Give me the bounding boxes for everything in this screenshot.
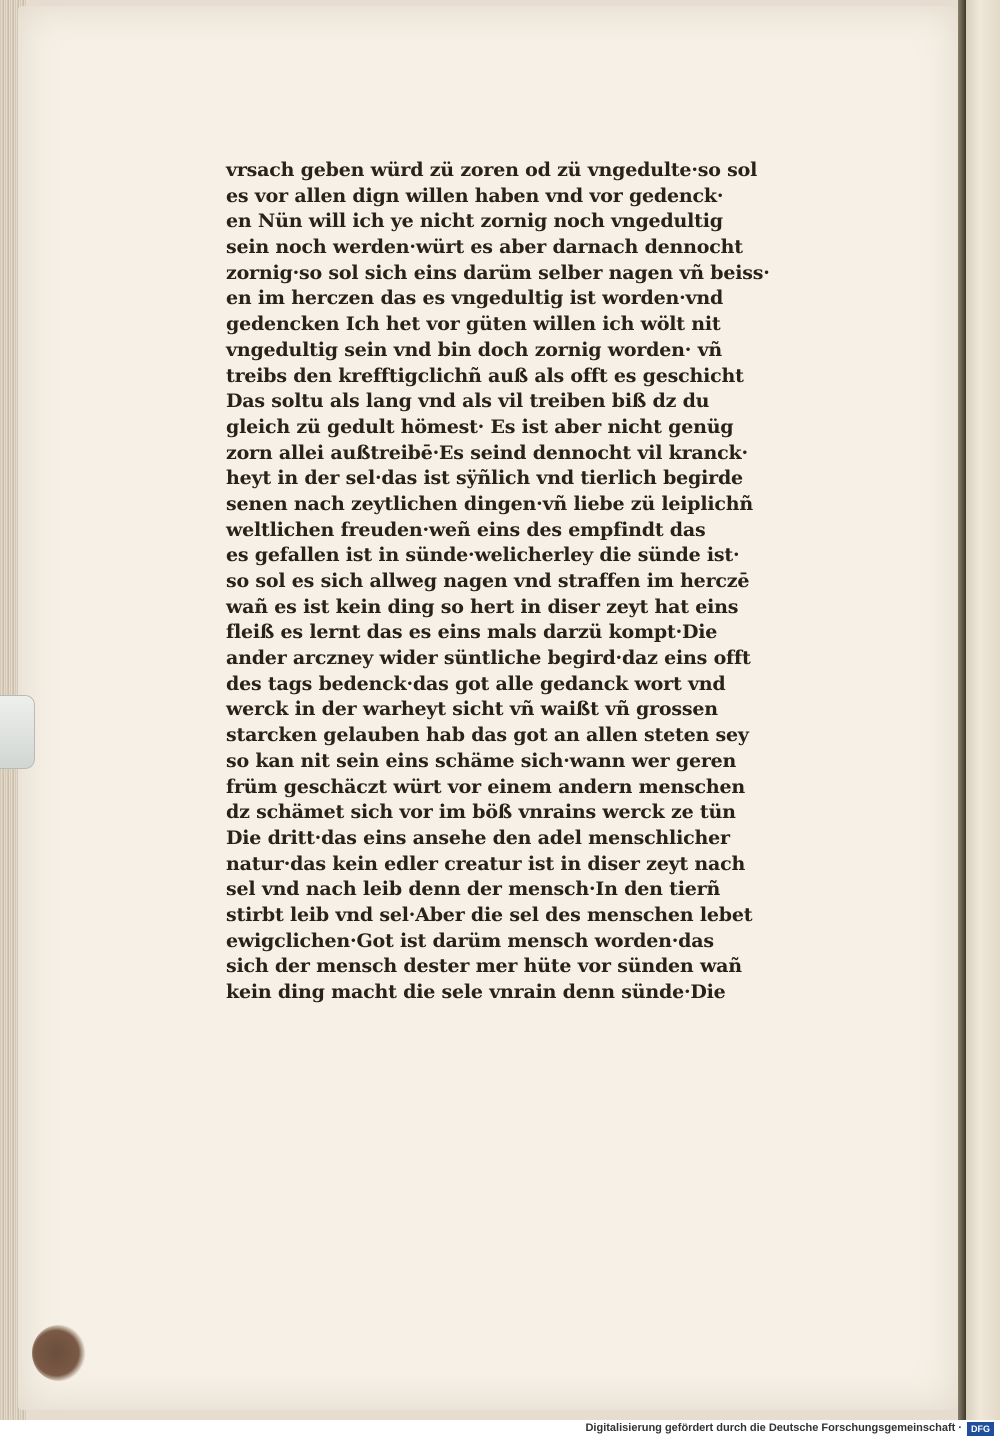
text-line: heyt in der sel·das ist sÿñlich vnd tierlich begirde	[226, 467, 743, 490]
text-line: starcken gelauben hab das got an allen steten sey	[226, 724, 749, 747]
text-line: ewigclichen·Got ist darüm mensch worden·das	[226, 929, 714, 952]
text-line: vngedultig sein vnd bin doch zornig worden· vñ	[226, 338, 723, 361]
text-line: senen nach zeytlichen dingen·vñ liebe zü leiplichñ	[226, 492, 754, 515]
text-line: stirbt leib vnd sel·Aber die sel des menschen lebet	[226, 903, 753, 926]
text-line: vrsach geben würd zü zoren od zü vngedulte·so sol	[226, 159, 758, 181]
text-line: es gefallen ist in sünde·welicherley die sünde ist·	[226, 544, 740, 567]
text-line: en im herczen das es vngedultig ist worden·vnd	[226, 287, 724, 310]
text-line: sich der mensch dester mer hüte vor sünden wañ	[226, 955, 742, 978]
text-line: wañ es ist kein ding so hert in diser zeyt hat eins	[226, 595, 739, 618]
text-line: zornig·so sol sich eins darüm selber nagen vñ beiss·	[226, 261, 770, 284]
text-line: es vor allen dign willen haben vnd vor gedenck·	[226, 184, 724, 207]
text-line: so kan nit sein eins schäme sich·wann wer geren	[226, 749, 737, 772]
text-line: weltlichen freuden·weñ eins des empfindt das	[226, 518, 706, 541]
text-line: sel vnd nach leib denn der mensch·In den tierñ	[226, 878, 721, 901]
text-line: fleiß es lernt das es eins mals darzü kompt·Die	[226, 621, 718, 644]
text-line: Die dritt·das eins ansehe den adel menschlicher	[226, 826, 730, 849]
facing-page-edge	[966, 0, 1000, 1420]
text-line: werck in der warheyt sicht vñ waißt vñ grossen	[226, 698, 718, 721]
text-line: gedencken Ich het vor güten willen ich wölt nit	[226, 313, 721, 336]
text-line: sein noch werden·würt es aber darnach dennocht	[226, 236, 743, 259]
dfg-logo[interactable]: DFG	[967, 1422, 994, 1436]
footer-bar	[0, 1420, 1000, 1439]
text-line: natur·das kein edler creatur ist in diser zeyt nach	[226, 852, 746, 875]
text-line: treibs den krefftigclichñ auß als offt es geschicht	[226, 364, 744, 387]
page-stain	[32, 1325, 86, 1381]
text-line: gleich zü gedult hömest· Es ist aber nicht genüg	[226, 415, 734, 438]
text-column	[226, 158, 786, 1006]
book-gutter	[958, 0, 966, 1420]
funding-credit: Digitalisierung gefördert durch die Deutsche Forschungsgemeinschaft ·	[585, 1422, 962, 1434]
text-line: en Nün will ich ye nicht zornig noch vngedultig	[226, 210, 723, 233]
text-line: ander arczney wider süntliche begird·daz eins offt	[226, 647, 751, 670]
text-line: früm geschäczt würt vor einem andern menschen	[226, 775, 745, 798]
text-line: des tags bedenck·das got alle gedanck wort vnd	[226, 672, 726, 695]
text-line: kein ding macht die sele vnrain denn sünde·Die	[226, 981, 726, 1003]
text-line: so sol es sich allweg nagen vnd straffen im herczē	[226, 570, 750, 592]
text-line: dz schämet sich vor im böß vnrains werck ze tün	[226, 801, 736, 824]
text-line: zorn allei außtreibē·Es seind dennocht vil kranck·	[226, 441, 748, 464]
book-clip	[0, 695, 35, 769]
text-line: Das soltu als lang vnd als vil treiben biß dz du	[226, 390, 710, 413]
